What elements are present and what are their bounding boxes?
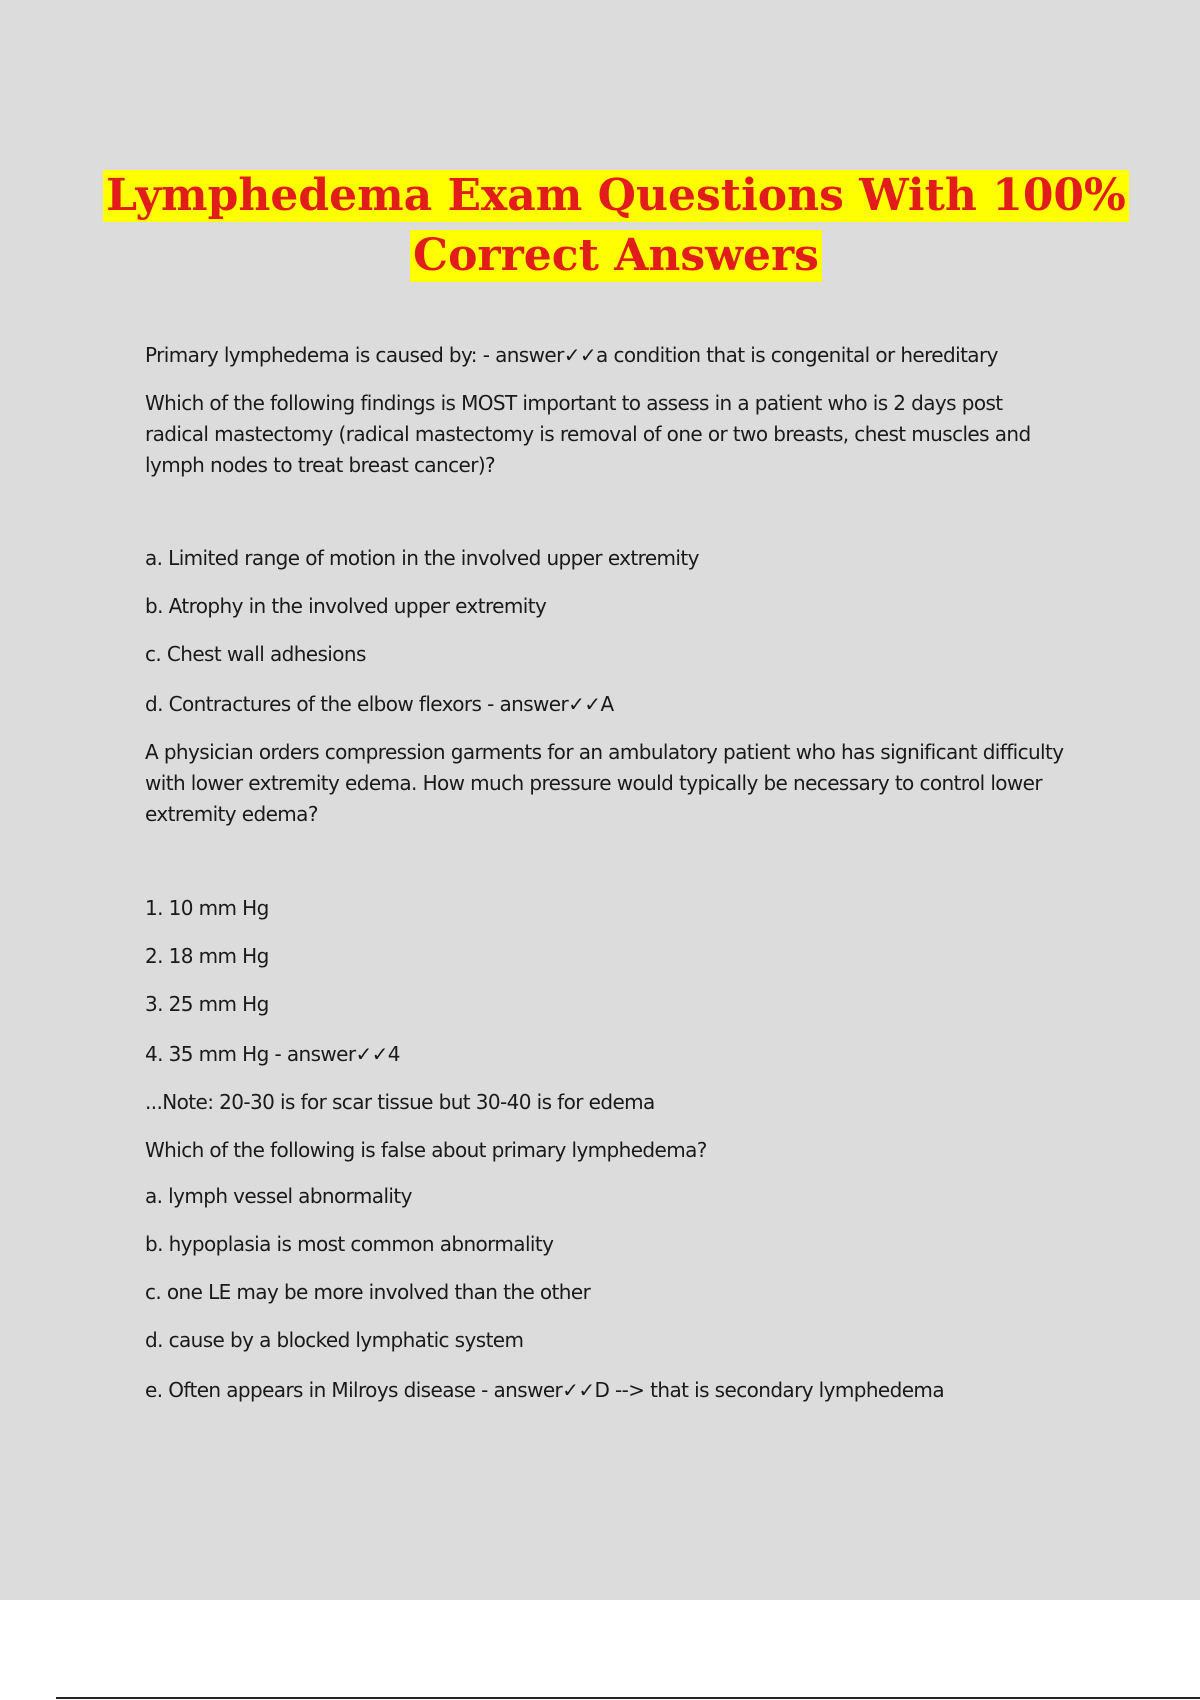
- q4-option-e: e. Often appears in Milroys disease - answer✓✓D --> that is secondary lymphedema: [145, 1378, 944, 1402]
- q4-option-b: b. hypoplasia is most common abnormality: [145, 1232, 554, 1256]
- question-1: Primary lymphedema is caused by: - answer✓✓a condition that is congenital or hereditary: [145, 343, 998, 367]
- q2-option-b: b. Atrophy in the involved upper extremity: [145, 594, 547, 618]
- q4-option-d: d. cause by a blocked lymphatic system: [145, 1328, 524, 1352]
- q2-option-d: d. Contractures of the elbow flexors - answer✓✓A: [145, 692, 614, 716]
- q3-option-1: 1. 10 mm Hg: [145, 896, 269, 920]
- q4-option-a: a. lymph vessel abnormality: [145, 1184, 412, 1208]
- q2-option-c: c. Chest wall adhesions: [145, 642, 366, 666]
- title-line-2: Correct Answers: [410, 230, 822, 282]
- question-4: Which of the following is false about primary lymphedema?: [145, 1138, 707, 1162]
- q3-option-4: 4. 35 mm Hg - answer✓✓4: [145, 1042, 400, 1066]
- q4-option-c: c. one LE may be more involved than the other: [145, 1280, 591, 1304]
- title-line-1: Lymphedema Exam Questions With 100%: [103, 170, 1129, 222]
- page-divider: [56, 1697, 1200, 1699]
- q2-option-a: a. Limited range of motion in the involved upper extremity: [145, 546, 699, 570]
- q3-option-3: 3. 25 mm Hg: [145, 992, 269, 1016]
- question-2: Which of the following findings is MOST important to assess in a patient who is 2 days post radical mastectomy (radical mastectomy is removal of one or two breasts, chest muscles and lymph nodes to treat breast cancer)?: [145, 391, 1031, 477]
- document-title: [0, 170, 1200, 290]
- question-3: A physician orders compression garments for an ambulatory patient who has significant difficulty with lower extremity edema. How much pressure would typically be necessary to control lower extremity edema?: [145, 740, 1064, 826]
- q3-option-2: 2. 18 mm Hg: [145, 944, 269, 968]
- document-body: [145, 340, 1070, 1406]
- q3-note: ...Note: 20-30 is for scar tissue but 30-40 is for edema: [145, 1090, 655, 1114]
